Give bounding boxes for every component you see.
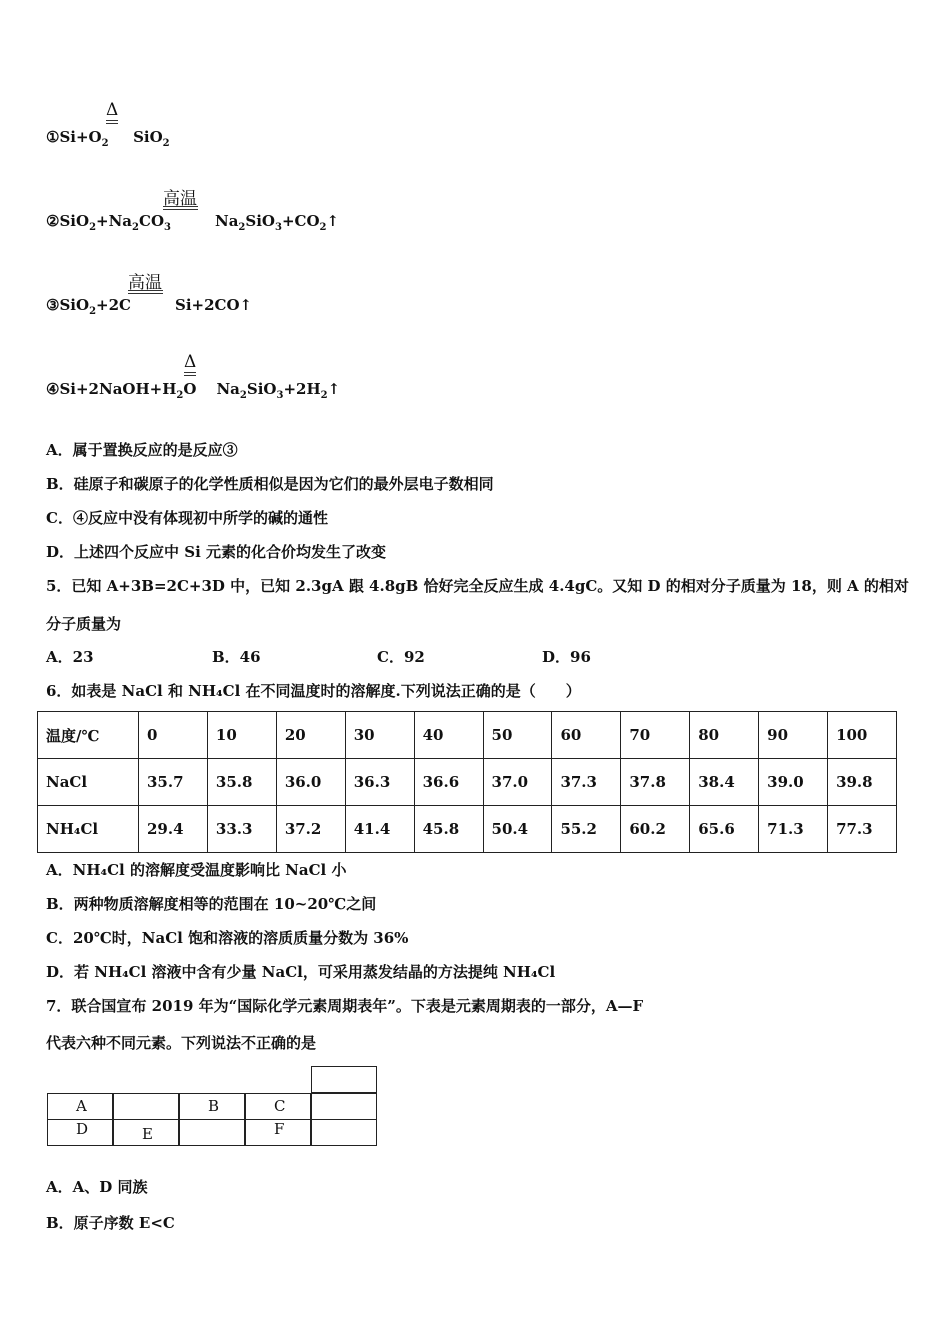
q5-option-a: A．23 xyxy=(46,648,94,666)
table-row xyxy=(38,712,897,759)
table-cell: 55.2 xyxy=(552,806,621,853)
pt-cell-empty xyxy=(311,1066,377,1093)
table-cell: 90 xyxy=(759,712,828,759)
table-cell: 39.0 xyxy=(759,759,828,806)
table-cell: 35.8 xyxy=(207,759,276,806)
solubility-table xyxy=(37,711,897,853)
q7-option-b: B．原子序数 E<C xyxy=(46,1214,175,1232)
table-cell: 45.8 xyxy=(414,806,483,853)
q5-stem-line-1: 5．已知 A+3B=2C+3D 中，已知 2.3gA 跟 4.8gB 恰好完全反应生成 4.4gC。又知 D 的相对分子质量为 18，则 A 的相对 xyxy=(46,577,909,595)
q6-option-a: A．NH₄Cl 的溶解度受温度影响比 NaCl 小 xyxy=(46,861,347,879)
pt-cell-b: B xyxy=(179,1093,245,1120)
table-cell: 36.6 xyxy=(414,759,483,806)
table-cell: 40 xyxy=(414,712,483,759)
reaction-arrow xyxy=(184,372,196,376)
table-cell: 37.3 xyxy=(552,759,621,806)
pt-cell-empty xyxy=(113,1093,179,1120)
periodic-table-fragment xyxy=(47,1066,377,1146)
table-cell: 37.2 xyxy=(276,806,345,853)
table-cell: 温度/℃ xyxy=(38,712,139,759)
table-row xyxy=(38,759,897,806)
q7-option-a: A．A、D 同族 xyxy=(46,1178,148,1196)
pt-cell-empty xyxy=(311,1093,377,1120)
q7-stem-line-1: 7．联合国宣布 2019 年为“国际化学元素周期表年”。下表是元素周期表的一部分，A—F xyxy=(46,997,644,1015)
q4-option-b: B．硅原子和碳原子的化学性质相似是因为它们的最外层电子数相同 xyxy=(46,475,494,493)
pt-cell-d: D xyxy=(47,1119,113,1146)
equation-4 xyxy=(46,352,366,412)
table-cell: 80 xyxy=(690,712,759,759)
table-cell: 50 xyxy=(483,712,552,759)
table-cell: 60.2 xyxy=(621,806,690,853)
table-cell: NaCl xyxy=(38,759,139,806)
table-cell: 77.3 xyxy=(828,806,897,853)
equation-text: $①Si+O_2$ SiO$_2$ xyxy=(46,128,170,149)
equation-1 xyxy=(46,100,246,160)
table-cell: 33.3 xyxy=(207,806,276,853)
table-cell: 36.0 xyxy=(276,759,345,806)
reaction-condition: Δ xyxy=(184,352,197,372)
q6-stem: 6．如表是 NaCl 和 NH₄Cl 在不同温度时的溶解度.下列说法正确的是（ ） xyxy=(46,682,581,700)
table-cell: 65.6 xyxy=(690,806,759,853)
table-cell: 20 xyxy=(276,712,345,759)
pt-cell-c: C xyxy=(245,1093,311,1120)
reaction-condition: 高温 xyxy=(128,273,162,293)
equation-2 xyxy=(46,184,366,244)
reaction-arrow xyxy=(106,120,118,124)
table-cell: 41.4 xyxy=(345,806,414,853)
table-row xyxy=(38,806,897,853)
table-cell: 0 xyxy=(139,712,208,759)
table-cell: 10 xyxy=(207,712,276,759)
reaction-condition: Δ xyxy=(106,100,119,120)
table-cell: 30 xyxy=(345,712,414,759)
table-cell: 71.3 xyxy=(759,806,828,853)
equation-text: $②SiO_2+Na_2CO_3$ $Na_2SiO_3+CO_2↑$ xyxy=(46,212,340,233)
q5-option-b: B．46 xyxy=(212,648,261,666)
q4-option-a: A．属于置换反应的是反应③ xyxy=(46,441,238,459)
table-cell: 35.7 xyxy=(139,759,208,806)
table-cell: 29.4 xyxy=(139,806,208,853)
pt-cell-f: F xyxy=(245,1119,311,1146)
table-cell: 36.3 xyxy=(345,759,414,806)
q6-option-b: B．两种物质溶解度相等的范围在 10~20℃之间 xyxy=(46,895,377,913)
pt-cell-empty xyxy=(311,1119,377,1146)
table-cell: NH₄Cl xyxy=(38,806,139,853)
equation-3 xyxy=(46,268,306,328)
pt-cell-empty xyxy=(179,1119,245,1146)
q6-option-c: C．20℃时，NaCl 饱和溶液的溶质质量分数为 36% xyxy=(46,929,409,947)
q5-option-c: C．92 xyxy=(377,648,425,666)
table-cell: 37.0 xyxy=(483,759,552,806)
pt-cell-a: A xyxy=(47,1093,113,1120)
table-cell: 37.8 xyxy=(621,759,690,806)
reaction-arrow xyxy=(128,290,163,294)
table-cell: 38.4 xyxy=(690,759,759,806)
equation-text: ③SiO$_2$+2C Si+2CO↑ xyxy=(46,296,253,317)
q6-option-d: D．若 NH₄Cl 溶液中含有少量 NaCl，可采用蒸发结晶的方法提纯 NH₄Cl xyxy=(46,963,556,981)
q4-option-d: D．上述四个反应中 Si 元素的化合价均发生了改变 xyxy=(46,543,386,561)
table-cell: 50.4 xyxy=(483,806,552,853)
q5-option-d: D．96 xyxy=(542,648,591,666)
pt-cell-e: E xyxy=(113,1119,179,1146)
reaction-condition: 高温 xyxy=(163,189,197,209)
table-cell: 60 xyxy=(552,712,621,759)
q7-stem-line-2: 代表六种不同元素。下列说法不正确的是 xyxy=(46,1034,317,1052)
table-cell: 39.8 xyxy=(828,759,897,806)
table-cell: 70 xyxy=(621,712,690,759)
table-cell: 100 xyxy=(828,712,897,759)
equation-text: $④Si+2NaOH+H_2O$ $Na_2SiO_3+2H_2↑$ xyxy=(46,380,341,401)
q4-option-c: C．④反应中没有体现初中所学的碱的通性 xyxy=(46,509,328,527)
q5-stem-line-2: 分子质量为 xyxy=(46,615,122,633)
reaction-arrow xyxy=(163,206,198,210)
